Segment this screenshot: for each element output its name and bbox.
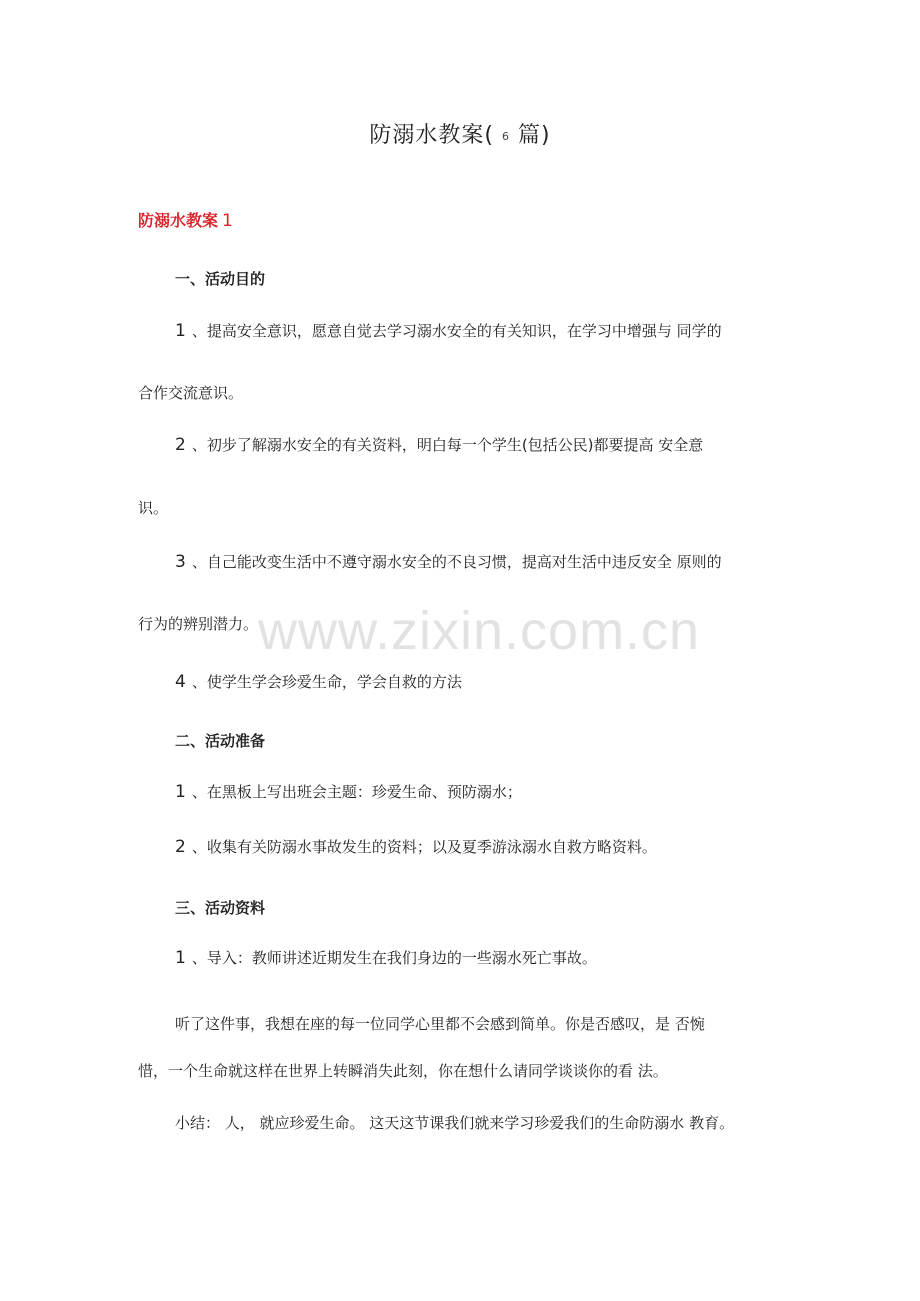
item-number: 2 bbox=[175, 837, 186, 857]
heading-activity-prep: 二、活动准备 bbox=[175, 732, 266, 750]
content-para-2-cont: 惜，一个生命就这样在世界上转瞬消失此刻，你在想什么请同学谈谈你的看 法。 bbox=[138, 1062, 668, 1080]
item-number: 1 bbox=[175, 321, 186, 341]
title-count: 6 bbox=[502, 129, 510, 143]
goal-item-1-cont: 合作交流意识。 bbox=[138, 384, 244, 402]
section-label: 防溺水教案 bbox=[138, 211, 219, 230]
content-summary: 小结： 人， 就应珍爱生命。 这天这节课我们就来学习珍爱我们的生命防溺水 教育。 bbox=[175, 1114, 735, 1132]
content-para-2: 听了这件事，我想在座的每一位同学心里都不会感到简单。你是否感叹，是 否惋 bbox=[175, 1015, 705, 1033]
title-tail: 篇) bbox=[518, 123, 551, 148]
goal-item-4 bbox=[175, 671, 462, 692]
goal-item-1 bbox=[175, 320, 722, 341]
item-number: 1 bbox=[175, 782, 186, 802]
item-number: 2 bbox=[175, 435, 186, 455]
item-text: 、初步了解溺水安全的有关资料，明白每一个学生(包括公民)都要提高 安全意 bbox=[191, 436, 704, 454]
goal-item-3 bbox=[175, 551, 722, 572]
item-text: 、收集有关防溺水事故发生的资料；以及夏季游泳溺水自救方略资料。 bbox=[191, 838, 657, 856]
goal-item-2-cont: 识。 bbox=[138, 499, 169, 517]
item-text: 、提高安全意识，愿意自觉去学习溺水安全的有关知识，在学习中增强与 同学的 bbox=[191, 322, 722, 340]
heading-activity-goal: 一、活动目的 bbox=[175, 270, 266, 288]
heading-activity-content: 三、活动资料 bbox=[175, 899, 266, 917]
content-item-1 bbox=[175, 947, 597, 968]
goal-item-3-cont: 行为的辨别潜力。 bbox=[138, 615, 259, 633]
section-number: 1 bbox=[222, 211, 233, 231]
item-text: 、自己能改变生活中不遵守溺水安全的不良习惯，提高对生活中违反安全 原则的 bbox=[191, 553, 722, 571]
item-text: 、导入：教师讲述近期发生在我们身边的一些溺水死亡事故。 bbox=[191, 949, 597, 967]
prep-item-2 bbox=[175, 836, 657, 857]
section-heading-1 bbox=[138, 208, 233, 231]
prep-item-1 bbox=[175, 781, 522, 802]
title-main: 防溺水教案( bbox=[369, 123, 494, 148]
item-number: 1 bbox=[175, 948, 186, 968]
item-text: 、在黑板上写出班会主题：珍爱生命、预防溺水； bbox=[191, 783, 522, 801]
goal-item-2 bbox=[175, 434, 703, 455]
item-number: 3 bbox=[175, 552, 186, 572]
document-title bbox=[0, 118, 920, 149]
item-number: 4 bbox=[175, 672, 186, 692]
watermark: www.zixin.com.cn bbox=[258, 601, 701, 661]
item-text: 、使学生学会珍爱生命，学会自救的方法 bbox=[191, 673, 462, 691]
